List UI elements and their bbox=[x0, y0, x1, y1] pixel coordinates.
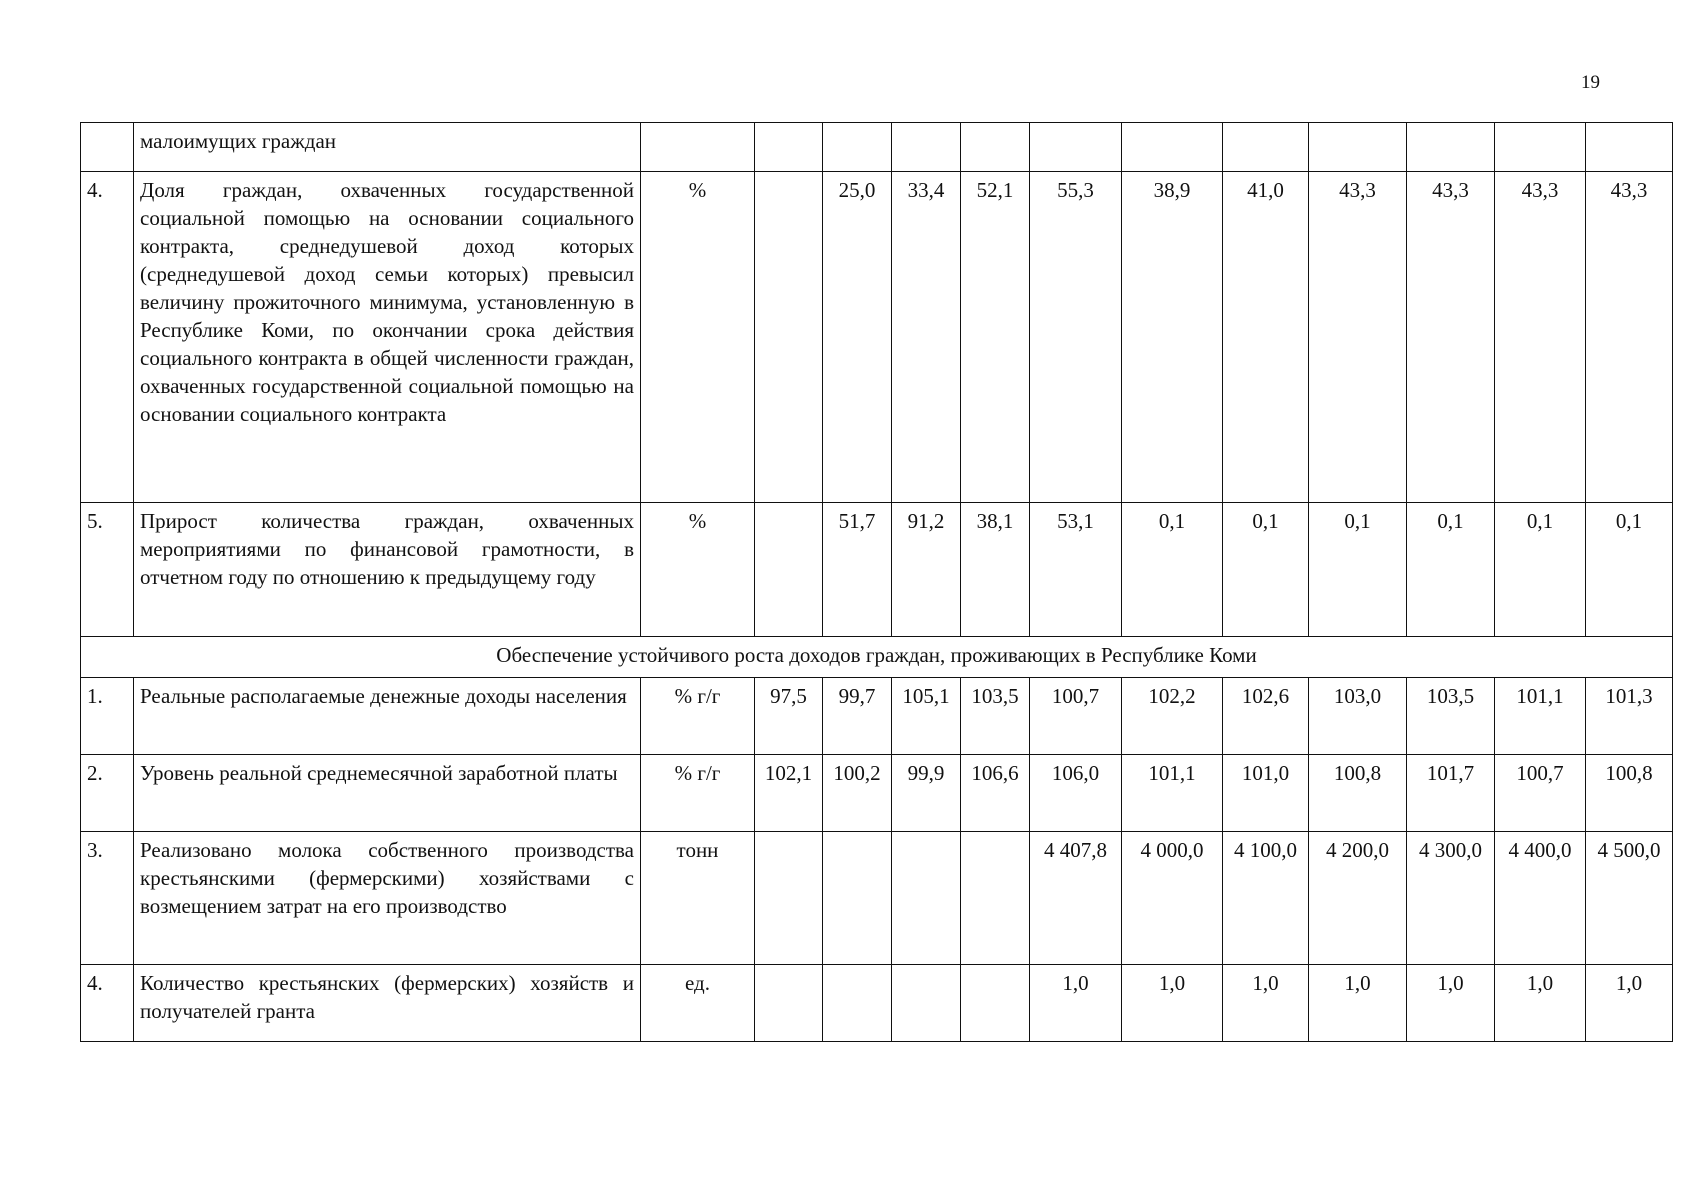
value-cell bbox=[1309, 123, 1407, 172]
indicator-name: Реальные располагаемые денежные доходы населения bbox=[134, 678, 641, 755]
indicator-name: Уровень реальной среднемесячной заработной платы bbox=[134, 755, 641, 832]
unit-cell: % bbox=[641, 172, 755, 503]
value-cell bbox=[1586, 123, 1673, 172]
value-cell bbox=[892, 965, 961, 1042]
value-cell: 105,1 bbox=[892, 678, 961, 755]
value-cell: 4 400,0 bbox=[1495, 832, 1586, 965]
value-cell: 52,1 bbox=[961, 172, 1030, 503]
value-cell bbox=[1223, 123, 1309, 172]
unit-cell: ед. bbox=[641, 965, 755, 1042]
value-cell: 101,1 bbox=[1495, 678, 1586, 755]
value-cell: 1,0 bbox=[1030, 965, 1122, 1042]
value-cell: 43,3 bbox=[1309, 172, 1407, 503]
value-cell: 4 200,0 bbox=[1309, 832, 1407, 965]
value-cell: 4 000,0 bbox=[1122, 832, 1223, 965]
value-cell: 102,6 bbox=[1223, 678, 1309, 755]
indicator-name: Прирост количества граждан, охваченных мероприятиями по финансовой грамотности, в отчетном году по отношению к предыдущему году bbox=[134, 503, 641, 637]
value-cell: 4 300,0 bbox=[1407, 832, 1495, 965]
row-number: 4. bbox=[81, 965, 134, 1042]
value-cell: 1,0 bbox=[1223, 965, 1309, 1042]
value-cell: 4 407,8 bbox=[1030, 832, 1122, 965]
value-cell bbox=[755, 832, 823, 965]
value-cell: 4 100,0 bbox=[1223, 832, 1309, 965]
value-cell bbox=[755, 965, 823, 1042]
value-cell: 0,1 bbox=[1122, 503, 1223, 637]
section-row bbox=[81, 637, 1673, 678]
value-cell bbox=[755, 503, 823, 637]
indicator-name: Количество крестьянских (фермерских) хозяйств и получателей гранта bbox=[134, 965, 641, 1042]
value-cell: 0,1 bbox=[1407, 503, 1495, 637]
value-cell: 100,7 bbox=[1030, 678, 1122, 755]
row-number: 1. bbox=[81, 678, 134, 755]
value-cell bbox=[823, 832, 892, 965]
value-cell: 43,3 bbox=[1407, 172, 1495, 503]
value-cell: 0,1 bbox=[1309, 503, 1407, 637]
value-cell: 43,3 bbox=[1586, 172, 1673, 503]
unit-cell: % г/г bbox=[641, 755, 755, 832]
value-cell: 101,1 bbox=[1122, 755, 1223, 832]
value-cell: 55,3 bbox=[1030, 172, 1122, 503]
value-cell: 38,9 bbox=[1122, 172, 1223, 503]
value-cell bbox=[1407, 123, 1495, 172]
value-cell: 43,3 bbox=[1495, 172, 1586, 503]
value-cell bbox=[755, 172, 823, 503]
value-cell: 106,0 bbox=[1030, 755, 1122, 832]
unit-cell: % bbox=[641, 503, 755, 637]
value-cell bbox=[1495, 123, 1586, 172]
table-row bbox=[81, 123, 1673, 172]
value-cell bbox=[961, 965, 1030, 1042]
value-cell: 0,1 bbox=[1223, 503, 1309, 637]
value-cell: 106,6 bbox=[961, 755, 1030, 832]
value-cell bbox=[892, 123, 961, 172]
table-row bbox=[81, 678, 1673, 755]
value-cell: 1,0 bbox=[1122, 965, 1223, 1042]
value-cell: 99,7 bbox=[823, 678, 892, 755]
value-cell: 103,0 bbox=[1309, 678, 1407, 755]
value-cell bbox=[961, 832, 1030, 965]
value-cell: 102,1 bbox=[755, 755, 823, 832]
indicator-name: Доля граждан, охваченных государственной социальной помощью на основании социального контракта, среднедушевой доход которых (среднедушевой доход семьи которых) превысил величину прожиточного минимума, установленную в Республике Коми, по окончании срока действия социального контракта в общей численности граждан, охваченных государственной социальной помощью на основании социального контракта bbox=[134, 172, 641, 503]
value-cell: 0,1 bbox=[1495, 503, 1586, 637]
indicator-name: малоимущих граждан bbox=[134, 123, 641, 172]
value-cell: 1,0 bbox=[1407, 965, 1495, 1042]
value-cell bbox=[823, 123, 892, 172]
indicator-name: Реализовано молока собственного производства крестьянскими (фермерскими) хозяйствами с возмещением затрат на его производство bbox=[134, 832, 641, 965]
row-number: 3. bbox=[81, 832, 134, 965]
value-cell: 103,5 bbox=[1407, 678, 1495, 755]
value-cell: 100,2 bbox=[823, 755, 892, 832]
value-cell: 103,5 bbox=[961, 678, 1030, 755]
value-cell: 33,4 bbox=[892, 172, 961, 503]
unit-cell: % г/г bbox=[641, 678, 755, 755]
table-row bbox=[81, 503, 1673, 637]
value-cell: 101,7 bbox=[1407, 755, 1495, 832]
value-cell: 102,2 bbox=[1122, 678, 1223, 755]
value-cell bbox=[755, 123, 823, 172]
value-cell: 100,8 bbox=[1309, 755, 1407, 832]
value-cell: 1,0 bbox=[1309, 965, 1407, 1042]
value-cell: 101,3 bbox=[1586, 678, 1673, 755]
value-cell: 91,2 bbox=[892, 503, 961, 637]
table-row bbox=[81, 172, 1673, 503]
value-cell: 25,0 bbox=[823, 172, 892, 503]
value-cell: 1,0 bbox=[1586, 965, 1673, 1042]
value-cell: 41,0 bbox=[1223, 172, 1309, 503]
value-cell: 4 500,0 bbox=[1586, 832, 1673, 965]
value-cell bbox=[961, 123, 1030, 172]
indicators-table bbox=[80, 122, 1673, 1042]
value-cell: 38,1 bbox=[961, 503, 1030, 637]
value-cell bbox=[823, 965, 892, 1042]
row-number: 4. bbox=[81, 172, 134, 503]
value-cell: 0,1 bbox=[1586, 503, 1673, 637]
value-cell: 97,5 bbox=[755, 678, 823, 755]
unit-cell bbox=[641, 123, 755, 172]
value-cell bbox=[892, 832, 961, 965]
value-cell: 100,8 bbox=[1586, 755, 1673, 832]
unit-cell: тонн bbox=[641, 832, 755, 965]
row-number: 2. bbox=[81, 755, 134, 832]
table-row bbox=[81, 755, 1673, 832]
table-row bbox=[81, 965, 1673, 1042]
value-cell: 1,0 bbox=[1495, 965, 1586, 1042]
value-cell: 53,1 bbox=[1030, 503, 1122, 637]
value-cell: 101,0 bbox=[1223, 755, 1309, 832]
row-number: 5. bbox=[81, 503, 134, 637]
row-number bbox=[81, 123, 134, 172]
table-row bbox=[81, 832, 1673, 965]
value-cell: 100,7 bbox=[1495, 755, 1586, 832]
page-number: 19 bbox=[1581, 72, 1600, 93]
value-cell: 51,7 bbox=[823, 503, 892, 637]
section-title: Обеспечение устойчивого роста доходов граждан, проживающих в Республике Коми bbox=[81, 637, 1673, 678]
value-cell: 99,9 bbox=[892, 755, 961, 832]
value-cell bbox=[1122, 123, 1223, 172]
value-cell bbox=[1030, 123, 1122, 172]
